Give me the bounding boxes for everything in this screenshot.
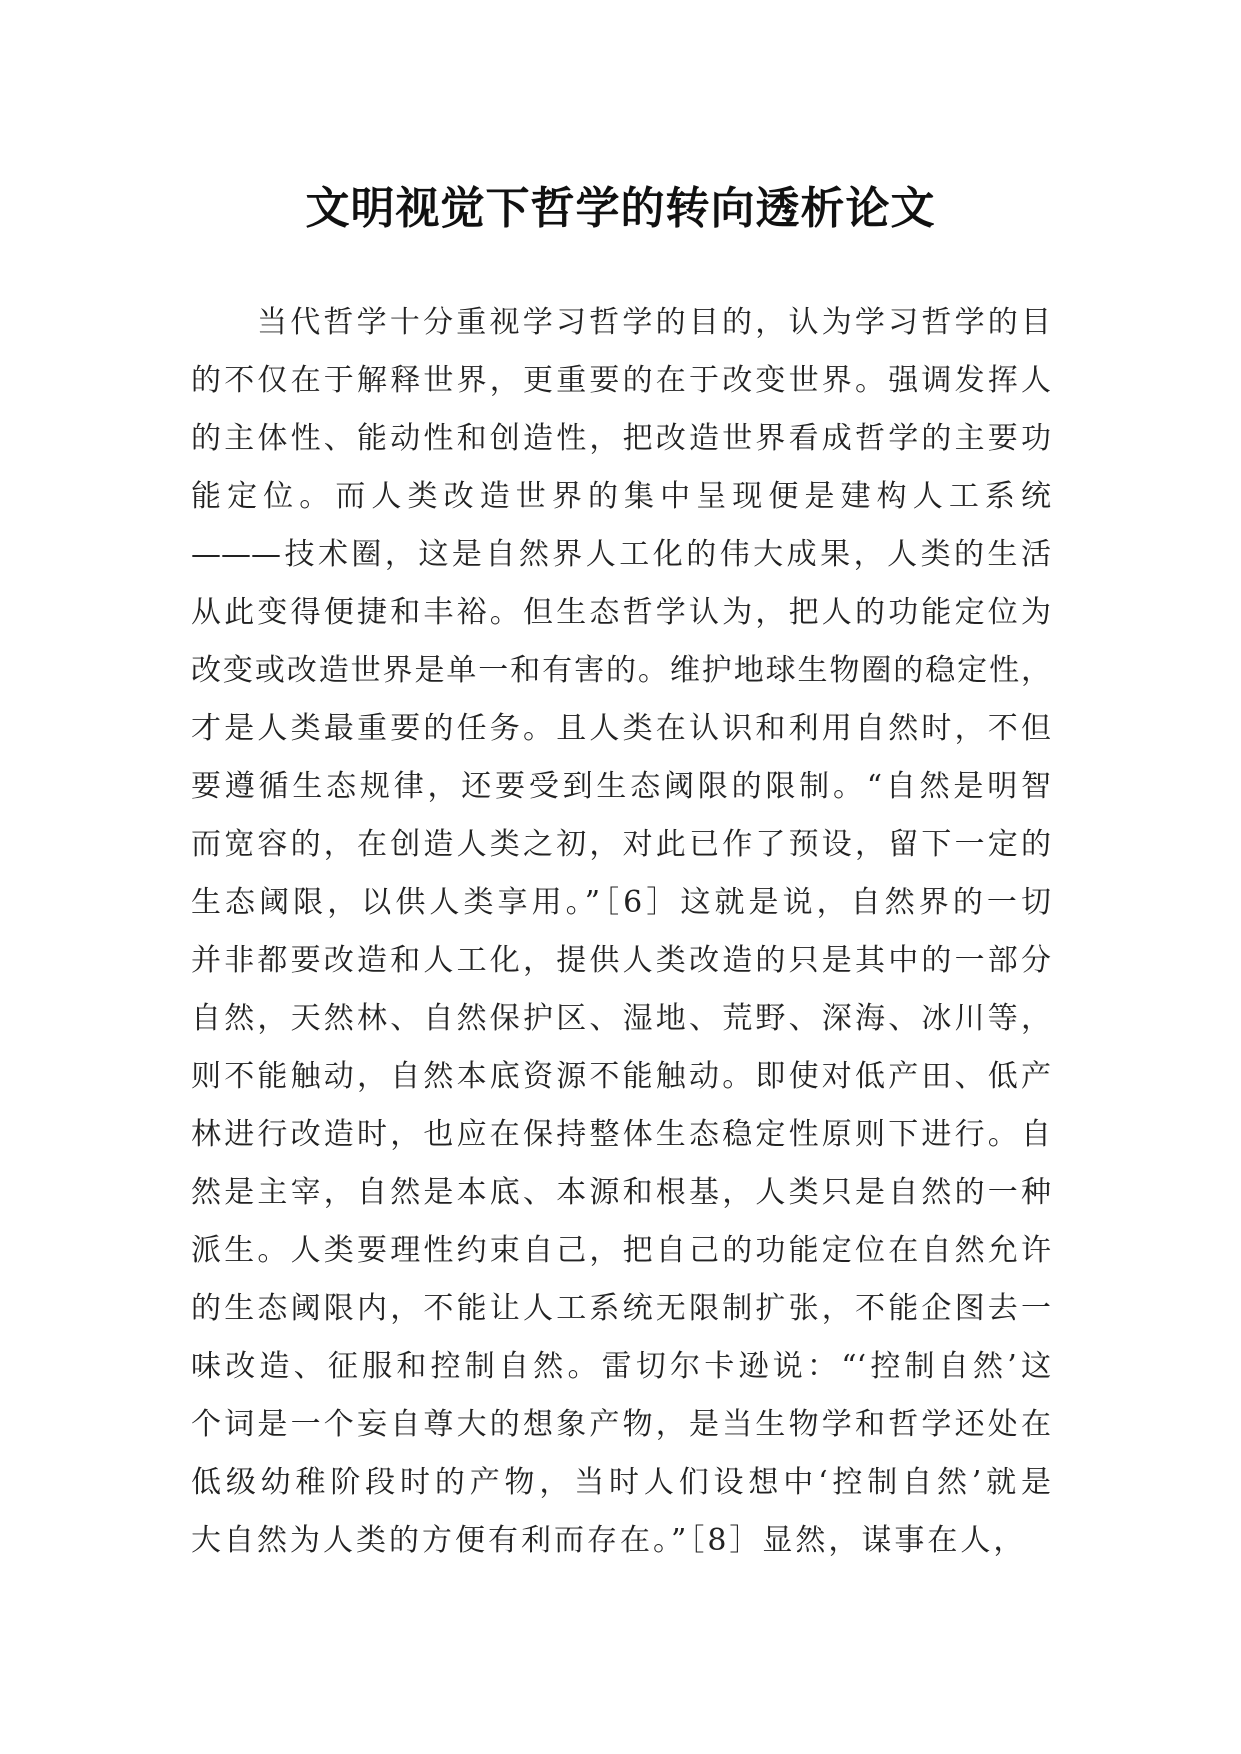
text-line: 自然，天然林、自然保护区、湿地、荒野、深海、冰川等， (191, 1001, 1051, 1036)
text-line: 从此变得便捷和丰裕。但生态哲学认为，把人的功能定位为 (191, 595, 1051, 630)
text-line: 味改造、征服和控制自然。雷切尔卡逊说：“‘控制自然’这 (191, 1349, 1051, 1384)
text-line: 当代哲学十分重视学习哲学的目的，认为学习哲学的目 (257, 305, 1051, 340)
text-line: 则不能触动，自然本底资源不能触动。即使对低产田、低产 (191, 1059, 1051, 1094)
body-paragraph (191, 294, 1051, 1570)
text-line: 才是人类最重要的任务。且人类在认识和利用自然时，不但 (191, 711, 1051, 746)
text-line: ———技术圈，这是自然界人工化的伟大成果，人类的生活 (191, 537, 1051, 572)
text-line: 改变或改造世界是单一和有害的。维护地球生物圈的稳定性， (191, 653, 1051, 688)
text-line: 然是主宰，自然是本底、本源和根基，人类只是自然的一种 (191, 1175, 1051, 1210)
text-line: 能定位。而人类改造世界的集中呈现便是建构人工系统 (191, 479, 1051, 514)
text-line: 而宽容的，在创造人类之初，对此已作了预设，留下一定的 (191, 827, 1051, 862)
text-line: 个词是一个妄自尊大的想象产物，是当生物学和哲学还处在 (191, 1407, 1051, 1442)
text-line: 并非都要改造和人工化，提供人类改造的只是其中的一部分 (191, 943, 1051, 978)
text-line: 低级幼稚阶段时的产物，当时人们设想中‘控制自然’就是 (191, 1465, 1051, 1500)
text-line: 的不仅在于解释世界，更重要的在于改变世界。强调发挥人 (191, 363, 1051, 398)
text-line: 生态阈限，以供人类享用。”［6］这就是说，自然界的一切 (191, 885, 1051, 920)
text-line: 的主体性、能动性和创造性，把改造世界看成哲学的主要功 (191, 421, 1051, 456)
text-line: 要遵循生态规律，还要受到生态阈限的限制。“自然是明智 (191, 769, 1051, 804)
document-title: 文明视觉下哲学的转向透析论文 (305, 183, 936, 235)
text-line: 的生态阈限内，不能让人工系统无限制扩张，不能企图去一 (191, 1291, 1051, 1326)
text-line: 派生。人类要理性约束自己，把自己的功能定位在自然允许 (191, 1233, 1051, 1268)
text-line: 林进行改造时，也应在保持整体生态稳定性原则下进行。自 (191, 1117, 1051, 1152)
text-line: 大自然为人类的方便有利而存在。”［8］显然，谋事在人， (191, 1523, 1027, 1558)
